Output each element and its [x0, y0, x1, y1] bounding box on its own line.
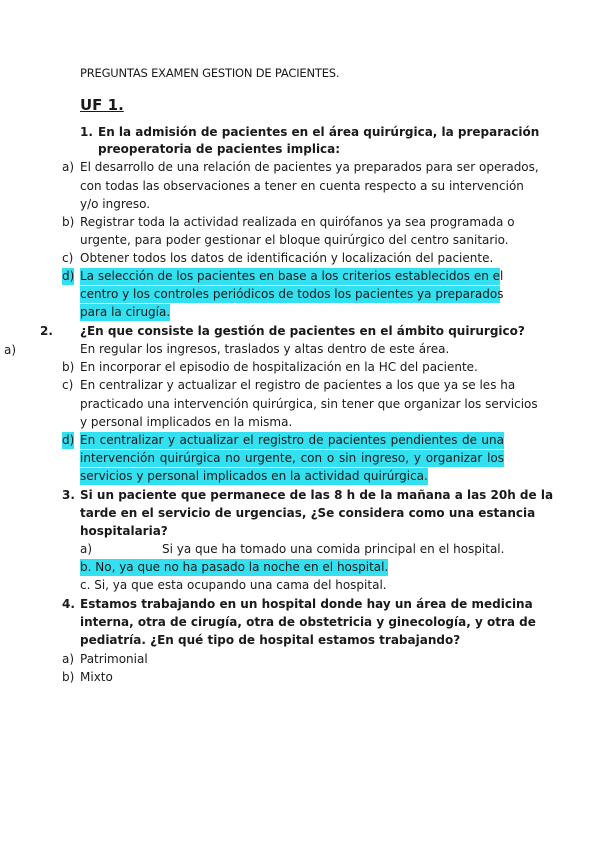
q1-option-a-line2: con todas las observaciones a tener en cuenta respecto a su intervención: [80, 179, 524, 193]
q2-option-d-label: d): [62, 433, 75, 447]
q2-option-a-label: a): [4, 343, 17, 357]
q3-text-line1: Si un paciente que permanece de las 8 h de la mañana a las 20h de la: [80, 488, 554, 502]
q2-option-c-label: c): [62, 378, 74, 392]
q1-option-b-label: b): [62, 215, 75, 229]
q1-option-c-line1: Obtener todos los datos de identificación y localización del paciente.: [80, 251, 494, 265]
q3-option-b: b. No, ya que no ha pasado la noche en el hospital.: [80, 560, 389, 574]
q1-text-line1: En la admisión de pacientes en el área quirúrgica, la preparación: [98, 125, 540, 139]
q1-number: 1.: [80, 125, 93, 139]
q4-text-line2: interna, otra de cirugía, otra de obstetricia y ginecología, y otra de: [80, 615, 536, 629]
q3-option-a-label: a): [80, 542, 93, 556]
q2-option-d-line2: intervención quirúrgica no urgente, con o sin ingreso, y organizar los: [80, 451, 504, 465]
q1-option-b-line1: Registrar toda la actividad realizada en quirófanos ya sea programada o: [80, 215, 515, 229]
q1-option-d-line1: La selección de los pacientes en base a los criterios establecidos en el: [80, 269, 504, 283]
q3-option-c: c. Si, ya que esta ocupando una cama del hospital.: [80, 578, 387, 592]
q4-option-a-label: a): [62, 652, 75, 666]
q2-option-c-line3: y personal implicados en la misma.: [80, 415, 293, 429]
q4-option-a-line1: Patrimonial: [80, 652, 148, 666]
q1-option-a-line1: El desarrollo de una relación de pacientes ya preparados para ser operados,: [80, 160, 539, 174]
q2-option-c-line2: practicado una intervención quirúrgica, sin tener que organizar los servicios: [80, 397, 538, 411]
q1-option-a-line3: y/o ingreso.: [80, 197, 151, 211]
q2-option-b-line1: En incorporar el episodio de hospitalización en la HC del paciente.: [80, 360, 478, 374]
q2-text-line1: ¿En que consiste la gestión de pacientes en el ámbito quirurgico?: [80, 324, 525, 338]
q2-option-b-label: b): [62, 360, 75, 374]
document-header: PREGUNTAS EXAMEN GESTION DE PACIENTES.: [80, 66, 340, 80]
q4-option-b-label: b): [62, 670, 75, 684]
q4-option-b-line1: Mixto: [80, 670, 113, 684]
q2-option-d-line1: En centralizar y actualizar el registro de pacientes pendientes de una: [80, 433, 504, 447]
q4-text-line3: pediatría. ¿En qué tipo de hospital estamos trabajando?: [80, 633, 461, 647]
q2-option-a-line1: En regular los ingresos, traslados y altas dentro de este área.: [80, 342, 450, 356]
q4-number: 4.: [62, 597, 75, 611]
q4-text-line1: Estamos trabajando en un hospital donde hay un área de medicina: [80, 597, 533, 611]
q1-option-a-label: a): [62, 160, 75, 174]
q1-option-d-line2: centro y los controles periódicos de todos los pacientes ya preparados: [80, 287, 504, 301]
q2-option-c-line1: En centralizar y actualizar el registro de pacientes a los que ya se les ha: [80, 378, 516, 392]
q3-text-line3: hospitalaria?: [80, 524, 168, 538]
q3-text-line2: tarde en el servicio de urgencias, ¿Se considera como una estancia: [80, 506, 536, 520]
q1-option-c-label: c): [62, 251, 74, 265]
q2-option-d-line3: servicios y personal implicados en la actividad quirúrgica.: [80, 469, 428, 483]
q3-option-a-line1: Si ya que ha tomado una comida principal en el hospital.: [162, 542, 505, 556]
q3-number: 3.: [62, 488, 75, 502]
q1-option-d-label: d): [62, 269, 75, 283]
q1-option-d-line3: para la cirugía.: [80, 305, 171, 319]
q1-option-b-line2: urgente, para poder gestionar el bloque quirúrgico del centro sanitario.: [80, 233, 509, 247]
q2-number: 2.: [40, 324, 53, 338]
section-title: UF 1.: [80, 96, 124, 114]
q1-text-line2: preoperatoria de pacientes implica:: [98, 142, 341, 156]
